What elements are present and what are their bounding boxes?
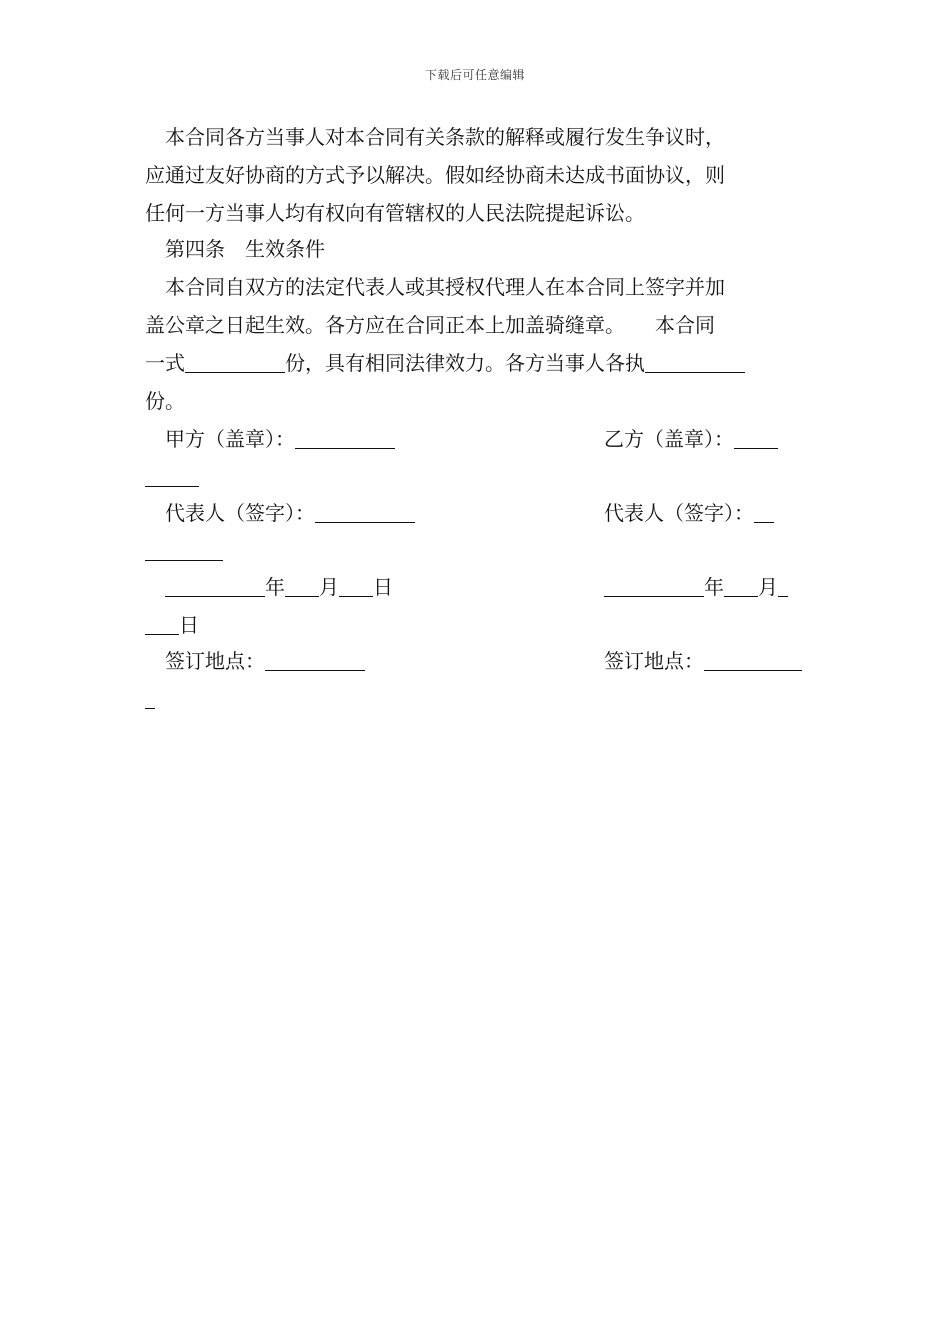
page-header: 下载后可任意编辑: [424, 68, 525, 82]
date-b-month-blank: [724, 574, 758, 597]
effect-paragraph-line-3: [145, 344, 745, 382]
party-b-seal-blank-continued: [145, 464, 199, 487]
copies-total-blank: [185, 350, 285, 373]
date-b-day-blank: [778, 574, 788, 597]
effect-paragraph-line-1: 本合同自双方的法定代表人或其授权代理人在本合同上签字并加: [165, 275, 725, 299]
date-a-day-blank: [339, 574, 373, 597]
dispute-paragraph-line-2: 应通过友好协商的方式予以解决。假如经协商未达成书面协议，则: [145, 163, 725, 187]
party-a-seal-blank: [295, 426, 395, 449]
rep-b-blank-cont: [145, 532, 223, 570]
rep-b-blank: [754, 500, 774, 523]
copies-each-blank: [645, 350, 745, 373]
article-4-heading: 第四条 生效条件: [165, 237, 325, 261]
party-a-seal-label: 甲方（盖章）：: [165, 427, 295, 451]
date-a-day-label: 日: [373, 575, 393, 599]
place-b-blank-cont: [145, 680, 155, 718]
effect-paragraph-line-4: 份。: [145, 389, 185, 413]
date-b-year-blank: [604, 574, 704, 597]
rep-b-line: [604, 494, 774, 532]
date-a-year-blank: [165, 574, 265, 597]
party-b-seal-blank: [734, 426, 778, 449]
rep-b-blank-continued: [145, 538, 223, 561]
copies-middle-text: 份，具有相同法律效力。各方当事人各执: [285, 351, 645, 375]
place-b-label: 签订地点：: [604, 649, 704, 673]
place-b-blank: [704, 648, 802, 671]
date-a-month-label: 月: [319, 575, 339, 599]
rep-a-label: 代表人（签字）：: [165, 501, 315, 525]
party-b-seal-line: [604, 420, 778, 458]
place-a-label: 签订地点：: [165, 649, 265, 673]
party-a-seal-line: [165, 420, 395, 458]
place-a-blank: [265, 648, 365, 671]
rep-b-label: 代表人（签字）：: [604, 501, 754, 525]
rep-a-line: [165, 494, 415, 532]
date-a-month-blank: [285, 574, 319, 597]
date-b-year-label: 年: [704, 575, 724, 599]
dispute-paragraph-line-1: 本合同各方当事人对本合同有关条款的解释或履行发生争议时，: [165, 125, 725, 149]
effect-paragraph-line-2: 盖公章之日起生效。各方应在合同正本上加盖骑缝章。 本合同: [145, 313, 715, 337]
copies-prefix: 一式: [145, 351, 185, 375]
party-b-seal-blank-cont: [145, 458, 199, 496]
place-b-line: [604, 642, 802, 680]
dispute-paragraph-line-3: 任何一方当事人均有权向有管辖权的人民法院提起诉讼。: [145, 201, 645, 225]
date-a-year-label: 年: [265, 575, 285, 599]
date-b-day-blank-continued: [145, 612, 179, 635]
date-b-line-cont: [145, 606, 199, 644]
rep-a-blank: [315, 500, 415, 523]
place-a-line: [165, 642, 365, 680]
date-b-day-label: 日: [179, 613, 199, 637]
date-a-line: [165, 568, 393, 606]
date-b-month-label: 月: [758, 575, 778, 599]
date-b-line: [604, 568, 788, 606]
party-b-seal-label: 乙方（盖章）：: [604, 427, 734, 451]
place-b-blank-continued: [145, 686, 155, 709]
